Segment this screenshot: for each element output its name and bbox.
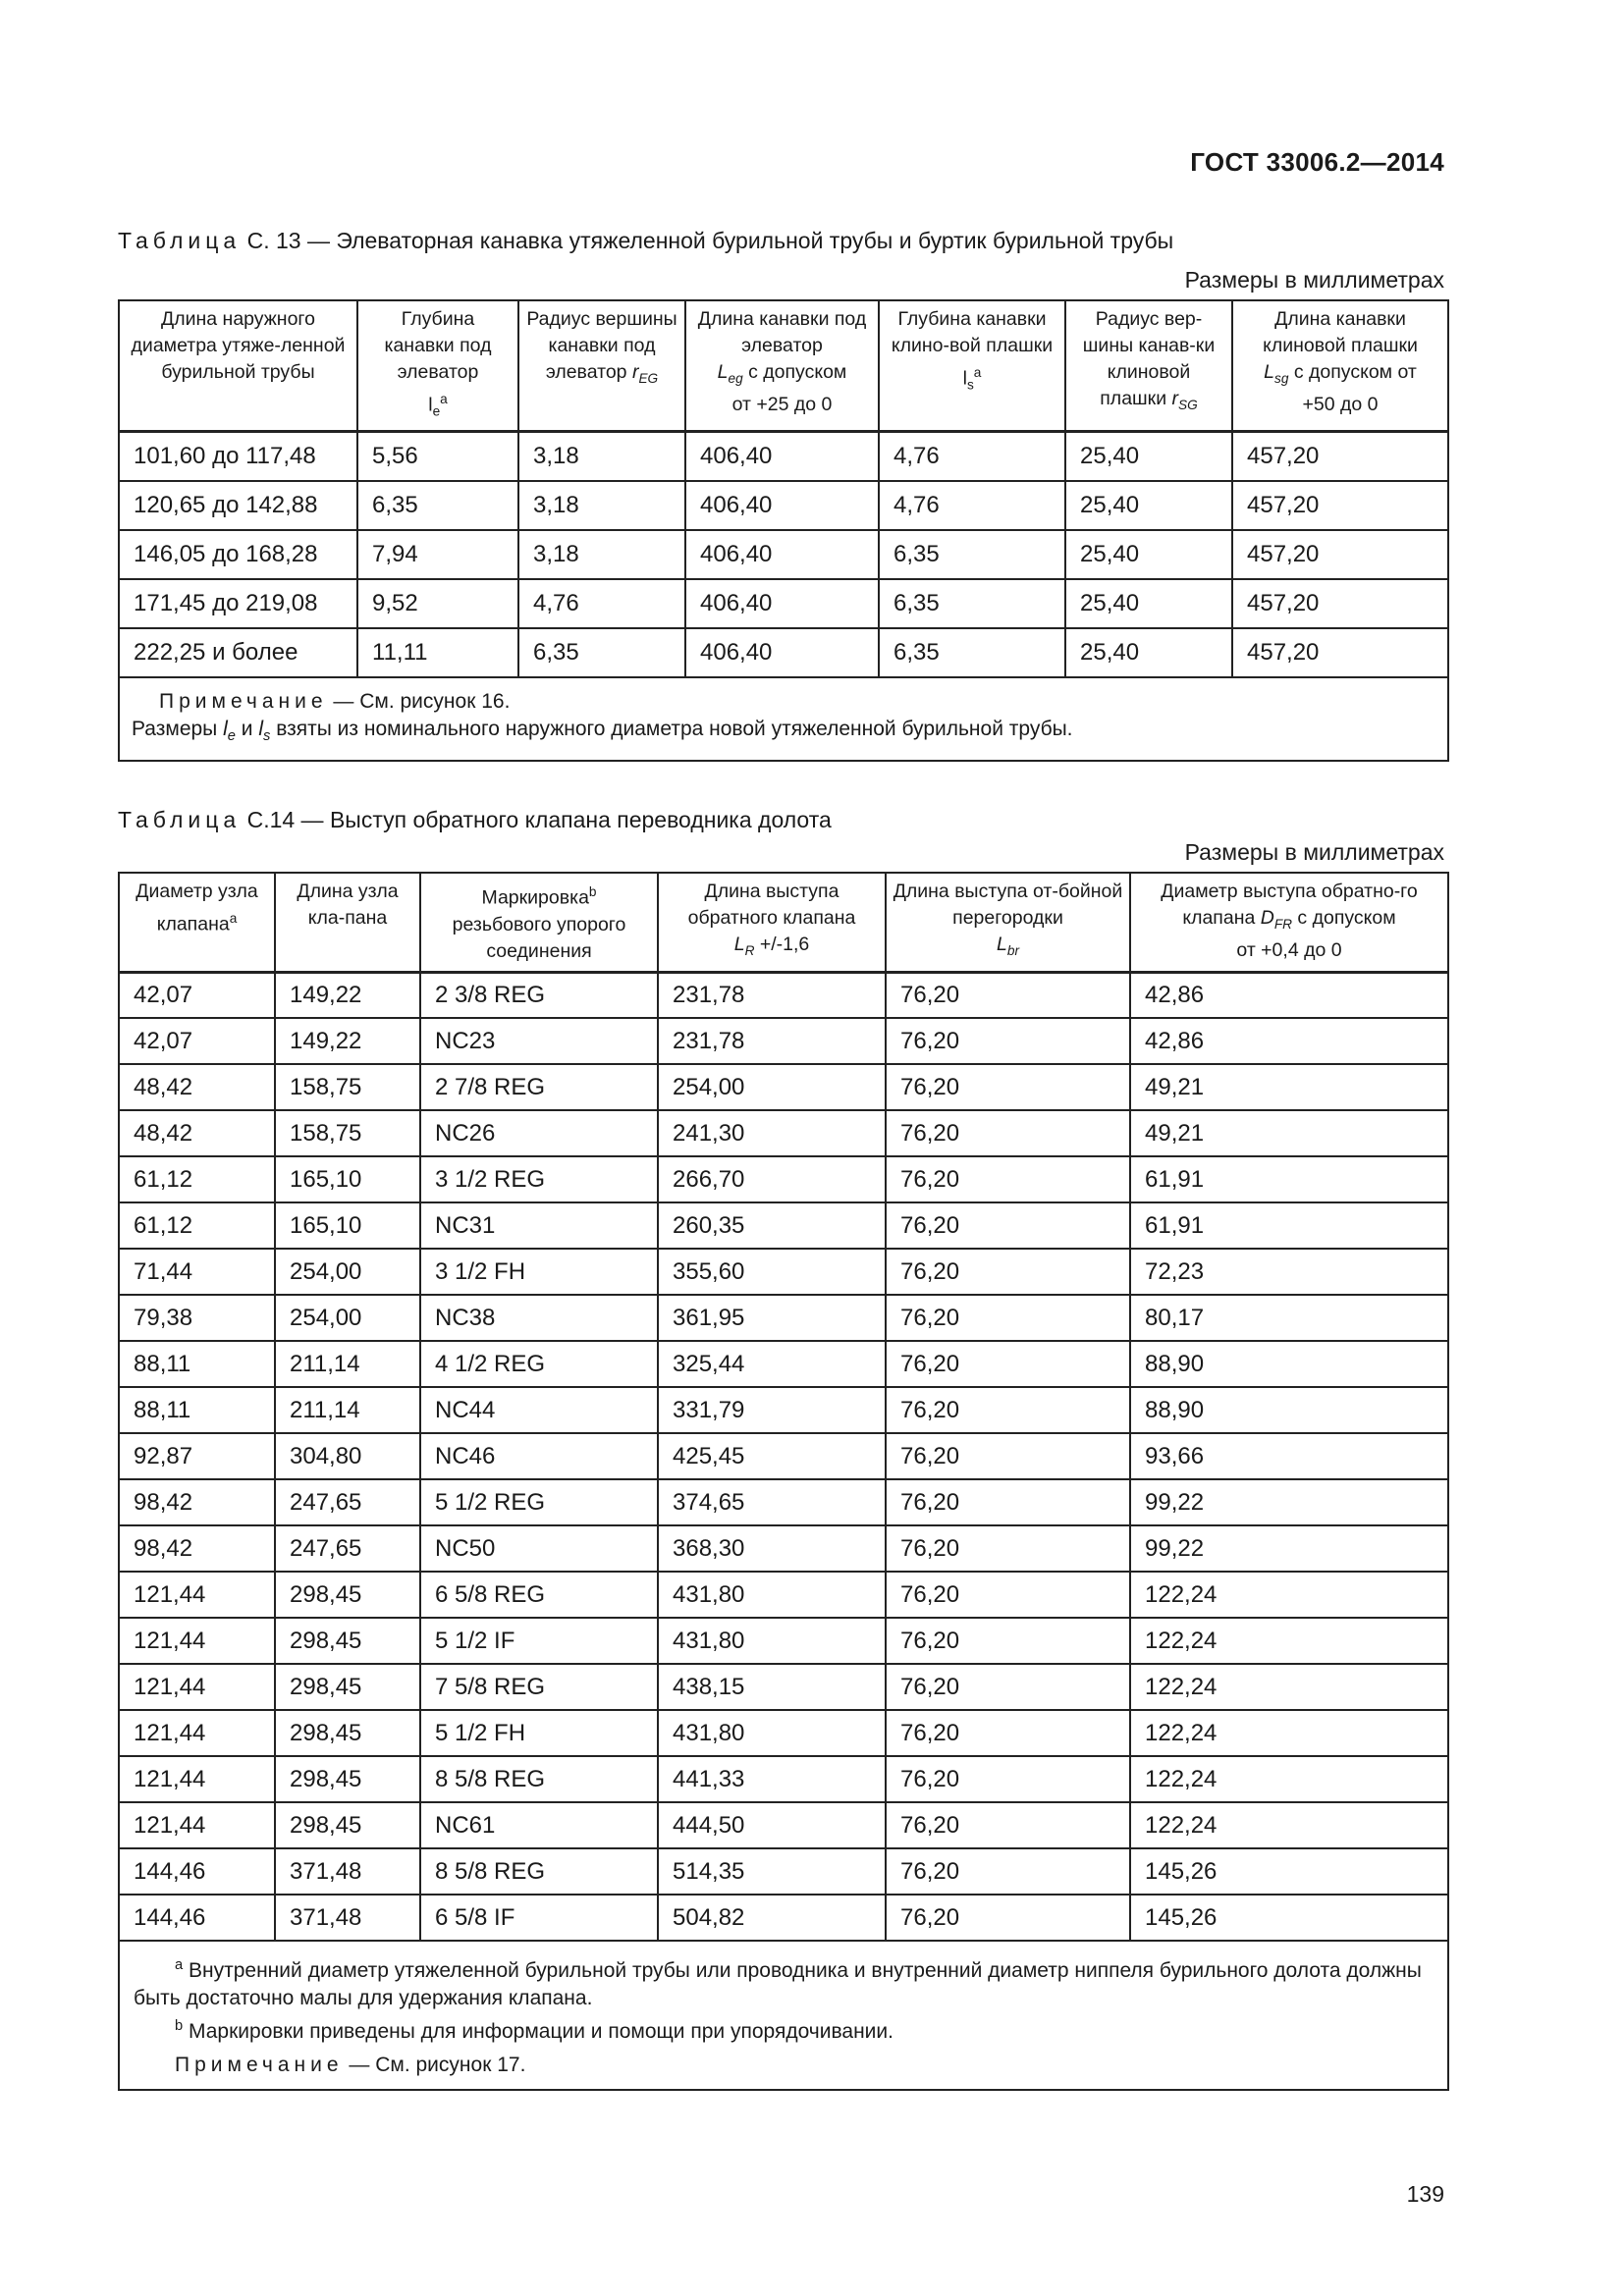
table14-col-header: Длина узла кла-пана: [275, 873, 420, 972]
table-cell: 4,76: [879, 432, 1065, 481]
table-cell: 3,18: [518, 530, 685, 579]
table-cell: NC50: [420, 1525, 658, 1572]
table-cell: 76,20: [886, 1756, 1130, 1802]
table-cell: 122,24: [1130, 1756, 1448, 1802]
table-cell: 5,56: [357, 432, 518, 481]
table-row: [119, 1202, 1448, 1249]
table-cell: 298,45: [275, 1618, 420, 1664]
table-row: [119, 1756, 1448, 1802]
table-cell: 158,75: [275, 1110, 420, 1156]
table-cell: 76,20: [886, 1572, 1130, 1618]
table-cell: NC31: [420, 1202, 658, 1249]
table-cell: 5 1/2 IF: [420, 1618, 658, 1664]
table-cell: 331,79: [658, 1387, 886, 1433]
table-cell: 406,40: [685, 579, 879, 628]
table-cell: 144,46: [119, 1895, 275, 1941]
table-cell: 79,38: [119, 1295, 275, 1341]
table-cell: 98,42: [119, 1479, 275, 1525]
table-cell: 431,80: [658, 1710, 886, 1756]
table13-col-header: Глубина канавки под элеватор $l_e^a$: [357, 300, 518, 432]
table-cell: 48,42: [119, 1110, 275, 1156]
table-cell: 122,24: [1130, 1802, 1448, 1848]
table-cell: 6 5/8 REG: [420, 1572, 658, 1618]
table-cell: 76,20: [886, 1295, 1130, 1341]
table-cell: 76,20: [886, 1895, 1130, 1941]
table13-caption-text: С. 13 — Элеваторная канавка утяжеленной бурильной трубы и буртик бурильной трубы: [241, 228, 1174, 253]
table-cell: 76,20: [886, 1387, 1130, 1433]
table-cell: 6 5/8 IF: [420, 1895, 658, 1941]
table-cell: 254,00: [275, 1295, 420, 1341]
table-cell: 3,18: [518, 432, 685, 481]
table13-note: Примечание — См. рисунок 16. Размеры $l_e$ и $l_s$ взяты из номинального наружного диаметра новой утяжеленной бурильной трубы.: [119, 677, 1448, 761]
table-cell: 48,42: [119, 1064, 275, 1110]
table13-col-header: Радиус вер-шины канав-ки клиновой плашки $r_{SG}$: [1065, 300, 1232, 432]
table-cell: 457,20: [1232, 530, 1448, 579]
table-cell: 76,20: [886, 1064, 1130, 1110]
table-cell: 2 7/8 REG: [420, 1064, 658, 1110]
table-cell: 298,45: [275, 1756, 420, 1802]
table-cell: 25,40: [1065, 579, 1232, 628]
table-cell: 371,48: [275, 1848, 420, 1895]
table14: [118, 872, 1449, 2091]
table-row: [119, 1433, 1448, 1479]
table-cell: 514,35: [658, 1848, 886, 1895]
table-cell: 6,35: [518, 628, 685, 677]
table-cell: 76,20: [886, 1433, 1130, 1479]
table-cell: 76,20: [886, 1848, 1130, 1895]
table-cell: 457,20: [1232, 432, 1448, 481]
table-cell: 298,45: [275, 1664, 420, 1710]
table-row: [119, 1479, 1448, 1525]
table-cell: 241,30: [658, 1110, 886, 1156]
table-cell: 71,44: [119, 1249, 275, 1295]
table-cell: 145,26: [1130, 1848, 1448, 1895]
table-cell: 49,21: [1130, 1064, 1448, 1110]
table-cell: 247,65: [275, 1525, 420, 1572]
table-row: [119, 628, 1448, 677]
table-cell: 165,10: [275, 1202, 420, 1249]
table-cell: 76,20: [886, 1249, 1130, 1295]
table-cell: 247,65: [275, 1479, 420, 1525]
table-cell: 371,48: [275, 1895, 420, 1941]
table14-header-row: [119, 873, 1448, 972]
table13-col-header: Радиус вершины канавки под элеватор $r_{EG}$: [518, 300, 685, 432]
table-cell: 80,17: [1130, 1295, 1448, 1341]
table13-col-header: Длина канавки клиновой плашки $L_{sg}$ с допуском от +50 до 0: [1232, 300, 1448, 432]
table-cell: 42,07: [119, 1018, 275, 1064]
table-row: [119, 1525, 1448, 1572]
table-cell: 325,44: [658, 1341, 886, 1387]
table-cell: NC38: [420, 1295, 658, 1341]
table13-note-row: [119, 677, 1448, 761]
table-cell: 76,20: [886, 1110, 1130, 1156]
table-cell: 3,18: [518, 481, 685, 530]
table-cell: 121,44: [119, 1756, 275, 1802]
table-cell: 101,60 до 117,48: [119, 432, 357, 481]
table-cell: 98,42: [119, 1525, 275, 1572]
table-cell: 260,35: [658, 1202, 886, 1249]
table14-col-header: Диаметр выступа обратно-го клапана $D_{FR}$ с допуском от +0,4 до 0: [1130, 873, 1448, 972]
page-number: 139: [1406, 2181, 1444, 2207]
table-cell: 438,15: [658, 1664, 886, 1710]
table13-caption: [118, 228, 1173, 254]
table14-caption-text: С.14 — Выступ обратного клапана переводника долота: [241, 807, 832, 832]
table14-col-header: Длина выступа от-бойной перегородки $L_{br}$: [886, 873, 1130, 972]
table-cell: 122,24: [1130, 1664, 1448, 1710]
table-cell: 431,80: [658, 1572, 886, 1618]
table-row: [119, 1295, 1448, 1341]
table-cell: 120,65 до 142,88: [119, 481, 357, 530]
table-cell: 406,40: [685, 530, 879, 579]
table-cell: 121,44: [119, 1664, 275, 1710]
table14-notes: [119, 1941, 1448, 2090]
table-row: [119, 1341, 1448, 1387]
table-cell: 72,23: [1130, 1249, 1448, 1295]
table-cell: 355,60: [658, 1249, 886, 1295]
table-cell: 8 5/8 REG: [420, 1756, 658, 1802]
table13: [118, 299, 1449, 762]
table14-caption: [118, 807, 832, 833]
table-cell: 76,20: [886, 972, 1130, 1018]
table-cell: 61,12: [119, 1202, 275, 1249]
table-cell: 165,10: [275, 1156, 420, 1202]
table-cell: 4 1/2 REG: [420, 1341, 658, 1387]
table-cell: 88,11: [119, 1387, 275, 1433]
table-cell: 99,22: [1130, 1479, 1448, 1525]
table14-footnote-b: $^b$ Маркировки приведены для информации и помощи при упорядочивании.: [175, 2018, 893, 2043]
table-cell: 504,82: [658, 1895, 886, 1941]
table-cell: 121,44: [119, 1618, 275, 1664]
table-cell: 298,45: [275, 1802, 420, 1848]
table-cell: 9,52: [357, 579, 518, 628]
table14-units: Размеры в миллиметрах: [1184, 839, 1444, 865]
table-cell: 11,11: [357, 628, 518, 677]
table14-caption-label: Таблица: [118, 807, 242, 832]
table-cell: 231,78: [658, 1018, 886, 1064]
table-cell: 361,95: [658, 1295, 886, 1341]
table-cell: 49,21: [1130, 1110, 1448, 1156]
table-cell: NC23: [420, 1018, 658, 1064]
table-cell: 25,40: [1065, 530, 1232, 579]
table-cell: 6,35: [357, 481, 518, 530]
table-row: [119, 1156, 1448, 1202]
table-cell: 158,75: [275, 1064, 420, 1110]
table-cell: 298,45: [275, 1710, 420, 1756]
table-row: [119, 579, 1448, 628]
table-cell: 145,26: [1130, 1895, 1448, 1941]
table-cell: 374,65: [658, 1479, 886, 1525]
table13-col-header: Длина канавки под элеватор $L_{eg}$ с допуском от +25 до 0: [685, 300, 879, 432]
table-cell: 25,40: [1065, 628, 1232, 677]
table-cell: 76,20: [886, 1341, 1130, 1387]
table-row: [119, 1110, 1448, 1156]
table13-header-row: [119, 300, 1448, 432]
table-cell: 121,44: [119, 1710, 275, 1756]
table-cell: 88,90: [1130, 1341, 1448, 1387]
table-cell: 121,44: [119, 1572, 275, 1618]
table-row: [119, 1710, 1448, 1756]
table-cell: 222,25 и более: [119, 628, 357, 677]
table-cell: 76,20: [886, 1156, 1130, 1202]
table-cell: 254,00: [275, 1249, 420, 1295]
table14-footnote-a: $^a$ Внутренний диаметр утяжеленной бурильной трубы или проводника и внутренний диаметр ниппеля бурильного долота должны быть достаточно малы для удержания клапана.: [134, 1957, 1422, 2009]
table-cell: 298,45: [275, 1572, 420, 1618]
table-cell: 88,11: [119, 1341, 275, 1387]
table13-col-header: Глубина канавки клино-вой плашки $l_s^a$: [879, 300, 1065, 432]
table13-caption-label: Таблица: [118, 228, 242, 253]
table-cell: 149,22: [275, 1018, 420, 1064]
table-cell: 211,14: [275, 1387, 420, 1433]
table-cell: 171,45 до 219,08: [119, 579, 357, 628]
table-cell: 76,20: [886, 1618, 1130, 1664]
table-cell: 42,86: [1130, 972, 1448, 1018]
table-cell: 122,24: [1130, 1710, 1448, 1756]
table-cell: 231,78: [658, 972, 886, 1018]
table-cell: 425,45: [658, 1433, 886, 1479]
table-cell: 42,86: [1130, 1018, 1448, 1064]
table14-col-header: Маркировка$^b$ резьбового упорого соединения: [420, 873, 658, 972]
table-row: [119, 1802, 1448, 1848]
table-cell: 3 1/2 REG: [420, 1156, 658, 1202]
table-cell: 76,20: [886, 1479, 1130, 1525]
table-row: [119, 1572, 1448, 1618]
table-row: [119, 530, 1448, 579]
table14-col-header: Диаметр узла клапана$^a$: [119, 873, 275, 972]
table-cell: NC44: [420, 1387, 658, 1433]
table-cell: 149,22: [275, 972, 420, 1018]
table-cell: 76,20: [886, 1202, 1130, 1249]
table-cell: 406,40: [685, 432, 879, 481]
table-row: [119, 1895, 1448, 1941]
table-cell: 61,91: [1130, 1202, 1448, 1249]
table-cell: 6,35: [879, 628, 1065, 677]
table-cell: 457,20: [1232, 579, 1448, 628]
table-cell: 6,35: [879, 579, 1065, 628]
table-cell: 5 1/2 REG: [420, 1479, 658, 1525]
table-cell: 211,14: [275, 1341, 420, 1387]
table-cell: 457,20: [1232, 628, 1448, 677]
table-cell: 76,20: [886, 1018, 1130, 1064]
table-cell: 444,50: [658, 1802, 886, 1848]
table-cell: 122,24: [1130, 1572, 1448, 1618]
table-cell: 5 1/2 FH: [420, 1710, 658, 1756]
table13-body: [119, 432, 1448, 677]
table-cell: 6,35: [879, 530, 1065, 579]
table-cell: 431,80: [658, 1618, 886, 1664]
table14-note: Примечание — См. рисунок 17.: [175, 2054, 526, 2076]
table-cell: 7 5/8 REG: [420, 1664, 658, 1710]
table-cell: 93,66: [1130, 1433, 1448, 1479]
document-standard-number: ГОСТ 33006.2—2014: [1190, 147, 1444, 177]
table-cell: 457,20: [1232, 481, 1448, 530]
table-row: [119, 1064, 1448, 1110]
table-cell: 7,94: [357, 530, 518, 579]
table-cell: 92,87: [119, 1433, 275, 1479]
table14-body: [119, 972, 1448, 1941]
table-cell: 144,46: [119, 1848, 275, 1895]
table14-col-header: Длина выступа обратного клапана $L_R +/-1,6$: [658, 873, 886, 972]
table-row: [119, 1018, 1448, 1064]
table-cell: NC61: [420, 1802, 658, 1848]
table-cell: 76,20: [886, 1802, 1130, 1848]
table-cell: 406,40: [685, 481, 879, 530]
table-cell: 61,91: [1130, 1156, 1448, 1202]
table-cell: 76,20: [886, 1710, 1130, 1756]
table-cell: 25,40: [1065, 432, 1232, 481]
table-cell: 266,70: [658, 1156, 886, 1202]
table-cell: 8 5/8 REG: [420, 1848, 658, 1895]
table13-col-header: Длина наружного диаметра утяже-ленной бурильной трубы: [119, 300, 357, 432]
table-cell: 304,80: [275, 1433, 420, 1479]
table-cell: NC26: [420, 1110, 658, 1156]
table-cell: 25,40: [1065, 481, 1232, 530]
table-row: [119, 972, 1448, 1018]
table-cell: 121,44: [119, 1802, 275, 1848]
table-row: [119, 481, 1448, 530]
table-cell: 76,20: [886, 1664, 1130, 1710]
table-cell: 254,00: [658, 1064, 886, 1110]
table-row: [119, 1387, 1448, 1433]
table-cell: 4,76: [518, 579, 685, 628]
table-cell: NC46: [420, 1433, 658, 1479]
table-row: [119, 1848, 1448, 1895]
table-cell: 61,12: [119, 1156, 275, 1202]
table13-units: Размеры в миллиметрах: [1184, 267, 1444, 293]
table-row: [119, 1664, 1448, 1710]
table-row: [119, 432, 1448, 481]
table-cell: 3 1/2 FH: [420, 1249, 658, 1295]
table-cell: 42,07: [119, 972, 275, 1018]
table-cell: 441,33: [658, 1756, 886, 1802]
table-cell: 4,76: [879, 481, 1065, 530]
table-cell: 99,22: [1130, 1525, 1448, 1572]
table14-note-row: [119, 1941, 1448, 2090]
table-row: [119, 1618, 1448, 1664]
table-cell: 76,20: [886, 1525, 1130, 1572]
table-cell: 406,40: [685, 628, 879, 677]
table-row: [119, 1249, 1448, 1295]
table-cell: 368,30: [658, 1525, 886, 1572]
table-cell: 2 3/8 REG: [420, 972, 658, 1018]
table-cell: 88,90: [1130, 1387, 1448, 1433]
table-cell: 146,05 до 168,28: [119, 530, 357, 579]
table-cell: 122,24: [1130, 1618, 1448, 1664]
